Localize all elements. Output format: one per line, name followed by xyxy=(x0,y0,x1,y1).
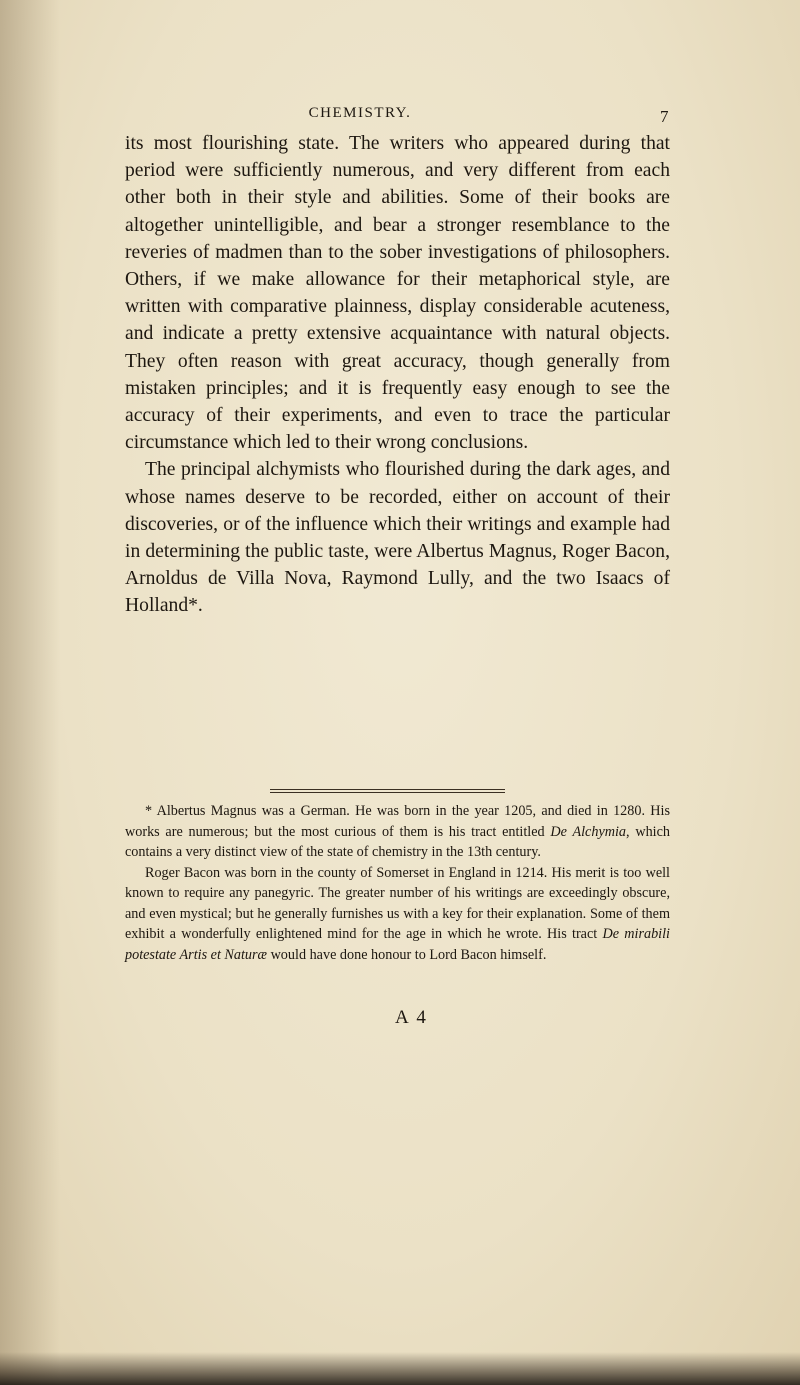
page-number: 7 xyxy=(660,107,669,126)
paragraph: its most flourishing state. The writers who appeared during that period were sufficiently numerous, and very different from each other both in their style and abilities. Some of their books are altogether unintelligible, and bear a stronger resemblance to the reveries of madmen than to the sober investigations of philosophers. Others, if we make allowance for their metaphorical style, are written with comparative plainness, display considerable acuteness, and indicate a pretty extensive acquaintance with natural objects. They often reason with great accuracy, though generally from mistaken principles; and it is frequently easy enough to see the accuracy of their experiments, and even to trace the particular circumstance which led to their wrong conclusions. xyxy=(125,133,670,454)
paragraph xyxy=(125,456,670,619)
footnote-title: De Alchymia xyxy=(550,823,627,840)
page-gutter-shadow xyxy=(0,0,60,1385)
signature-mark: A 4 xyxy=(395,1007,428,1028)
page-bottom-edge xyxy=(0,1352,800,1385)
footnotes xyxy=(125,801,670,965)
running-title: CHEMISTRY. xyxy=(308,105,412,121)
footnote xyxy=(125,801,670,863)
footnote-text: , which contains a very distinct view of the state of chemistry in the 13th century. xyxy=(125,823,670,860)
footnote-title: De mirabili potestate Artis et Naturæ xyxy=(125,926,670,963)
footnote-text: Roger Bacon was born in the county of Somerset in England in 1214. His merit is too well known to require any panegyric. The greater number of his writings are exceedingly obscure, and even mystical; but he generally furnishes us with a key for their explanation. Some of them exhibit a wonderfully enlightened mind for the age in which he wrote. His tract xyxy=(125,864,670,942)
footnote-rule xyxy=(270,789,505,793)
main-text xyxy=(125,130,670,620)
paragraph-text: The principal alchymists who flourished during the dark ages, and whose names deserve to be recorded, either on account of their discoveries, or of the influence which their writings and example had in determining the public taste, were Albertus Magnus, Roger Bacon, Arnoldus de Villa Nova, Raymond Lully, and the two Isaacs of Holland*. xyxy=(125,459,670,617)
footnote xyxy=(125,863,670,966)
footnote-text: * Albertus Magnus was a German. He was born in the year 1205, and died in 1280. His works are numerous; but the most curious of them is his tract entitled xyxy=(125,803,670,840)
running-head xyxy=(0,105,800,129)
footnote-text: would have done honour to Lord Bacon himself. xyxy=(267,946,547,963)
